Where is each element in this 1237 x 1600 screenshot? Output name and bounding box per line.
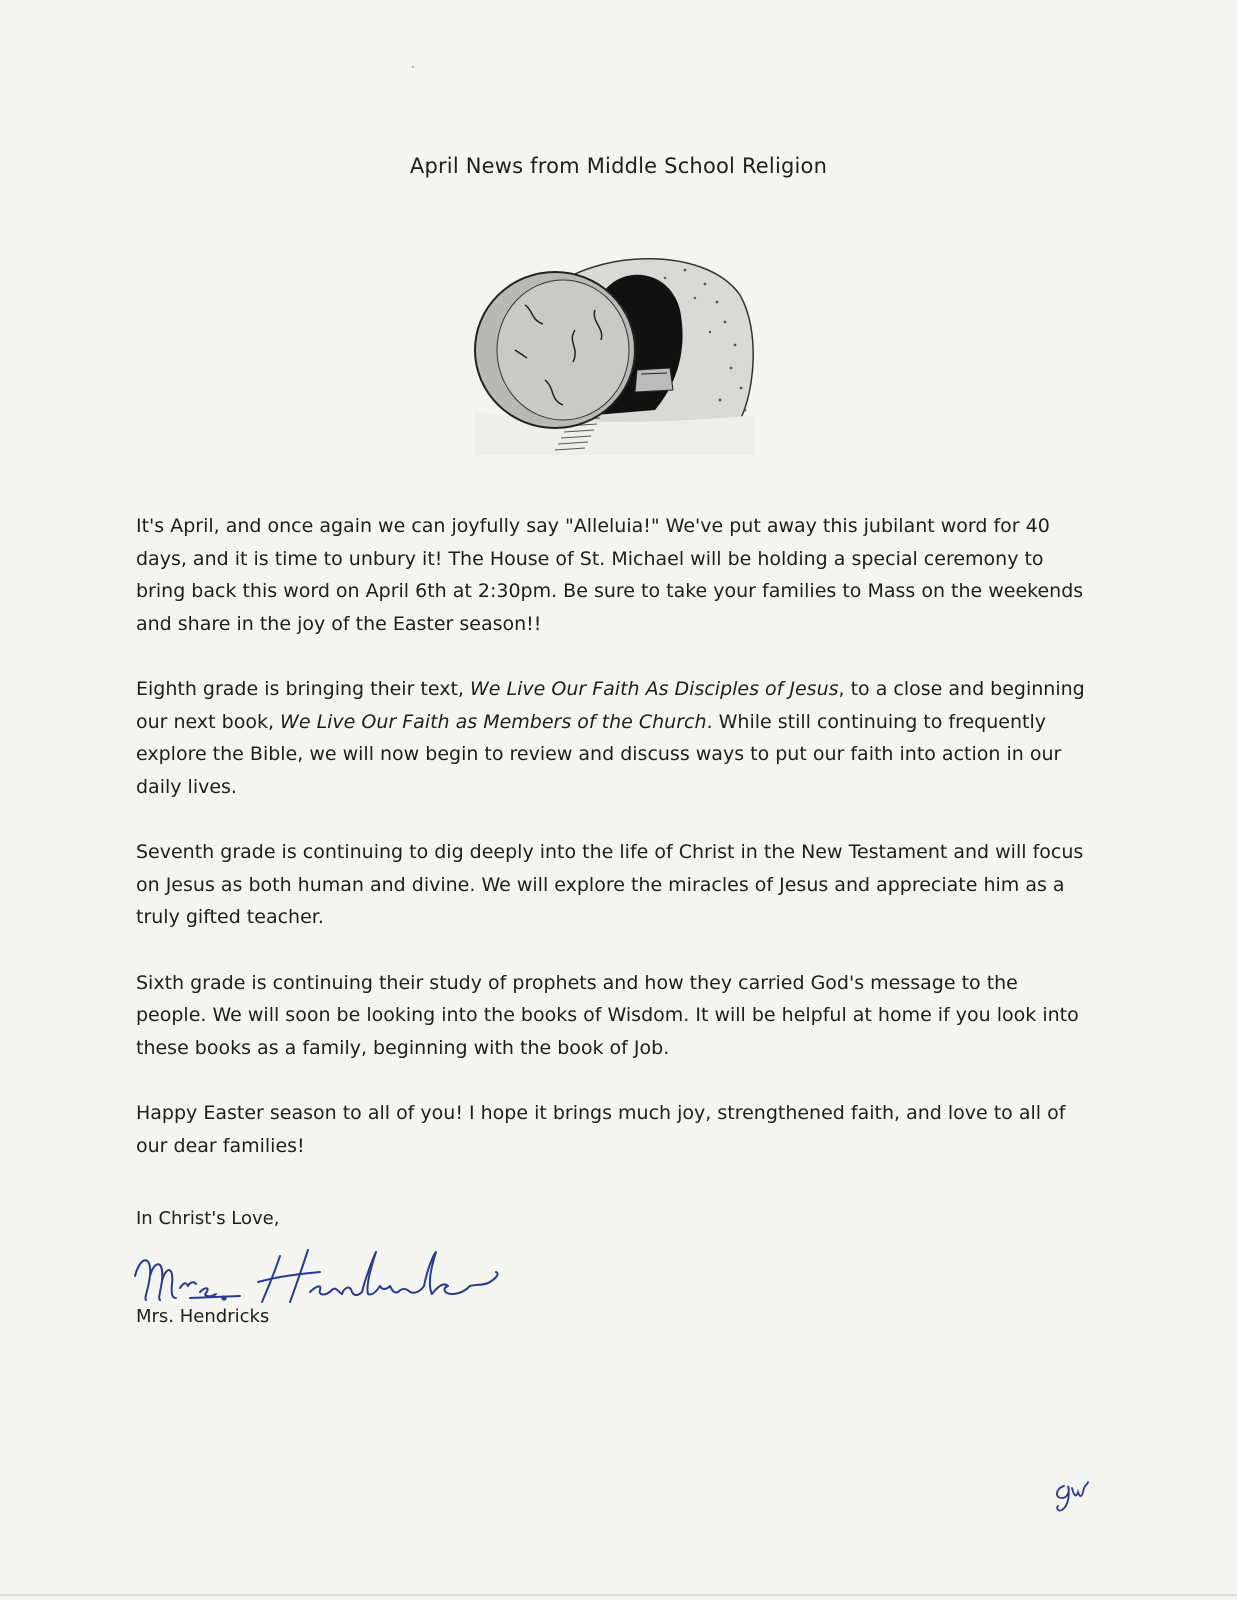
paragraph-alleluia: It's April, and once again we can joyfully say "Alleluia!" We've put away this jubilant word for 40 days, and it is time to unbury it! The House of St. Michael will be holding a special ceremony to bring back this word on April 6th at 2:30pm. Be sure to take your families to Mass on the weekends and share in the joy of the Easter season!! [136, 515, 1084, 635]
book-title-disciples: We Live Our Faith As Disciples of Jesus [470, 678, 839, 700]
paragraph-sixth-grade: Sixth grade is continuing their study of prophets and how they carried God's message to the people. We will soon be looking into the books of Wisdom. It will be helpful at home if you look into these books as a family, beginning with the book of Job. [136, 971, 1079, 1059]
eighth-grade-text-3: . While still continuing to frequently explore the Bible, we will now begin to review and discuss ways to put our faith into action in our daily lives. [136, 710, 1062, 798]
printed-name: Mrs. Hendricks [136, 1306, 270, 1327]
letter-body [136, 510, 1086, 1195]
paragraph-seventh-grade: Seventh grade is continuing to dig deeply into the life of Christ in the New Testament and will focus on Jesus as both human and divine. We will explore the miracles of Jesus and appreciate him as a truly gifted teacher. [136, 841, 1084, 928]
eighth-grade-text-1: Eighth grade is bringing their text, [136, 678, 471, 700]
eighth-grade-text-2: , to a close and beginning our next book, [136, 678, 1085, 733]
handwritten-signature [130, 1236, 510, 1316]
paragraph-eighth-grade [136, 673, 1086, 803]
closing-salutation: In Christ's Love, [136, 1208, 280, 1229]
speck [412, 66, 414, 68]
empty-tomb-icon [455, 250, 775, 465]
page-bottom-edge [0, 1594, 1237, 1596]
page-title: April News from Middle School Religion [409, 154, 828, 178]
paragraph-easter-wishes: Happy Easter season to all of you! I hope it brings much joy, strengthened faith, and love to all of our dear families! [136, 1102, 1066, 1157]
book-title-members: We Live Our Faith as Members of the Church [280, 710, 707, 733]
corner-speck [1217, 1534, 1223, 1548]
initials-mark [1050, 1476, 1100, 1516]
